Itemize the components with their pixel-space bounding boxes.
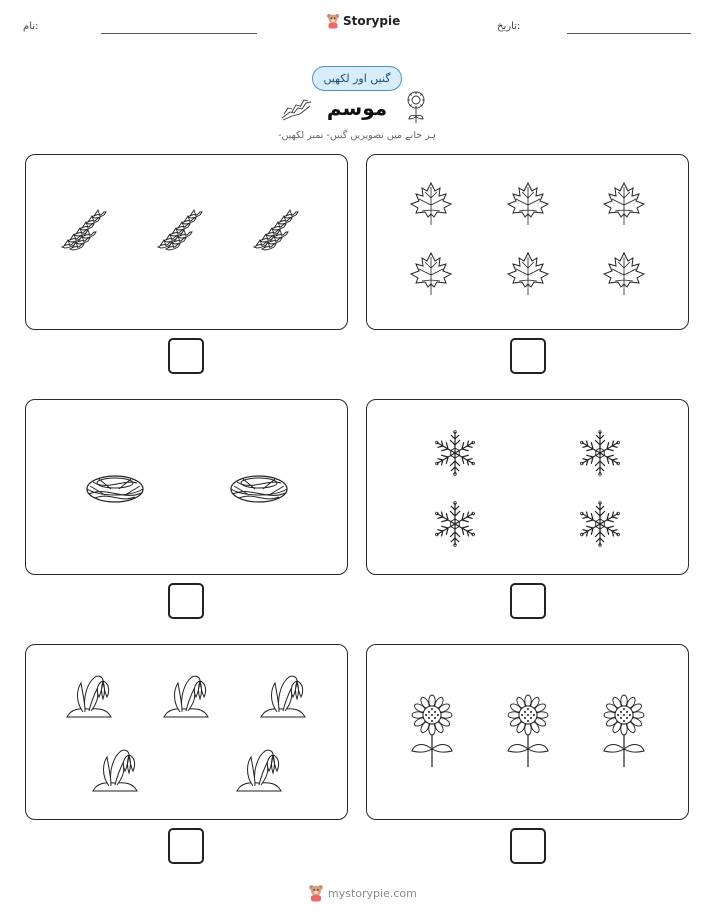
date-label: تاریخ:	[497, 21, 521, 32]
snowdrop-flower-icon	[67, 676, 111, 717]
footer	[308, 884, 417, 902]
name-label: نام:	[23, 21, 39, 32]
sunflower-decoration-icon	[404, 90, 428, 124]
snowflake-icon	[578, 431, 622, 476]
activity-badge: گنیں اور لکھیں	[312, 66, 402, 91]
sunflower-icon	[604, 695, 644, 767]
snowflake-icon	[578, 502, 622, 547]
snowflake-icon	[433, 502, 477, 547]
bird-nest-icon	[231, 476, 287, 502]
panel-art	[26, 400, 349, 576]
geese-flock-icon	[62, 210, 106, 250]
worksheet-title: موسم	[326, 96, 388, 120]
geese-flock-icon	[254, 210, 298, 250]
count-panel-leaves	[366, 154, 689, 330]
snowdrop-flower-icon	[261, 676, 305, 717]
geese-flock-icon	[158, 210, 202, 250]
date-field-line[interactable]	[567, 33, 691, 34]
panel-art	[26, 645, 349, 821]
snowdrop-flower-icon	[93, 750, 137, 791]
bear-mascot-icon	[326, 13, 340, 29]
answer-box-sunflowers[interactable]	[510, 828, 546, 864]
count-panel-sunflowers	[366, 644, 689, 820]
instructions-text: ہر خانے میں تصویریں گنیں- نمبر لکھیں-	[278, 130, 436, 141]
bird-nest-icon	[87, 476, 143, 502]
geese-decoration-icon	[280, 94, 314, 122]
sunflower-icon	[508, 695, 548, 767]
answer-box-snowdrops[interactable]	[168, 828, 204, 864]
name-field-line[interactable]	[101, 33, 257, 34]
snowdrop-flower-icon	[164, 676, 208, 717]
bear-mascot-icon	[308, 884, 324, 902]
maple-leaf-icon	[411, 253, 451, 295]
maple-leaf-icon	[604, 183, 644, 225]
panel-art	[367, 155, 690, 331]
snowflake-icon	[433, 431, 477, 476]
answer-box-leaves[interactable]	[510, 338, 546, 374]
panel-art	[26, 155, 349, 331]
maple-leaf-icon	[604, 253, 644, 295]
snowdrop-flower-icon	[237, 750, 281, 791]
sunflower-icon	[412, 695, 452, 767]
brand-logo	[326, 13, 400, 29]
count-panel-nests	[25, 399, 348, 575]
answer-box-snowflakes[interactable]	[510, 583, 546, 619]
panel-art	[367, 645, 690, 821]
maple-leaf-icon	[411, 183, 451, 225]
answer-box-nests[interactable]	[168, 583, 204, 619]
count-panel-geese	[25, 154, 348, 330]
maple-leaf-icon	[508, 253, 548, 295]
maple-leaf-icon	[508, 183, 548, 225]
panel-art	[367, 400, 690, 576]
answer-box-geese[interactable]	[168, 338, 204, 374]
brand-name: Storypie	[343, 14, 401, 28]
footer-url[interactable]: mystorypie.com	[328, 886, 417, 900]
count-panel-snowdrops	[25, 644, 348, 820]
count-panel-snowflakes	[366, 399, 689, 575]
